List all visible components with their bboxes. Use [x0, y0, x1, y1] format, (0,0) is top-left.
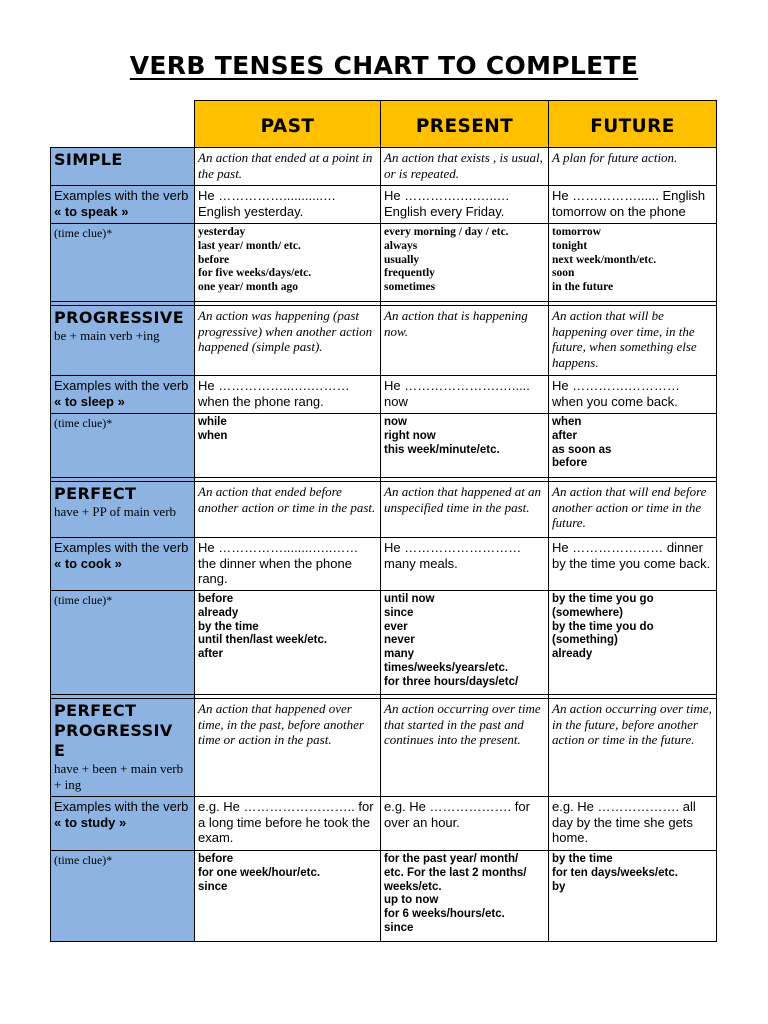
- tense-name-line: PERFECT: [54, 701, 137, 720]
- clue-item: up to now: [384, 894, 439, 907]
- tense-name-perfect-progressive: [54, 701, 191, 761]
- clue-item: when: [552, 416, 582, 428]
- tense-formula-perfect: have + PP of main verb: [54, 504, 177, 519]
- clue-item: since: [384, 606, 414, 619]
- clue-item: by the time you do: [552, 620, 654, 633]
- tense-formula-perfect-progressive: have + been + main verb + ing: [54, 761, 184, 792]
- example-verb: « to study »: [54, 814, 127, 830]
- clue-item: until now: [384, 593, 435, 605]
- perfect-present-example: He ……………………… many meals.: [381, 538, 549, 591]
- progressive-present-definition: An action that is happening now.: [381, 306, 549, 376]
- perfect-progressive-definition-row: [51, 699, 717, 797]
- tense-name-line: E: [54, 741, 66, 760]
- tense-name-progressive: PROGRESSIVE: [54, 308, 185, 327]
- perfect-progressive-present-definition: An action occurring over time that started in the past and continues into the present.: [381, 699, 549, 797]
- header-corner: [51, 101, 195, 148]
- simple-present-definition: An action that exists , is usual, or is repeated.: [381, 148, 549, 186]
- perfect-progressive-example-label: [51, 797, 195, 851]
- example-verb: « to sleep »: [54, 393, 125, 409]
- clue-item: since: [384, 921, 414, 934]
- perfect-label-cell: [51, 482, 195, 538]
- simple-clue-label: (time clue)*: [51, 224, 195, 302]
- perfect-example-row: [51, 538, 717, 591]
- tense-formula-progressive: be + main verb +ing: [54, 328, 160, 343]
- progressive-present-clues: [381, 414, 549, 478]
- clue-item: already: [198, 606, 239, 619]
- perfect-progressive-past-definition: An action that happened over time, in the past, before another time or action in the past.: [195, 699, 381, 797]
- perfect-progressive-past-example: e.g. He …………………….. for a long time before he took the exam.: [195, 797, 381, 851]
- clue-item: sometimes: [384, 281, 436, 294]
- tense-name-simple: SIMPLE: [54, 150, 123, 169]
- progressive-label-cell: [51, 306, 195, 376]
- clue-item: weeks/etc.: [384, 880, 442, 893]
- progressive-past-example: He ……………...….……… when the phone rang.: [195, 376, 381, 414]
- progressive-clue-row: [51, 414, 717, 478]
- clue-item: tonight: [552, 239, 588, 252]
- clue-item: after: [552, 429, 577, 442]
- perfect-present-definition: An action that happened at an unspecified time in the past.: [381, 482, 549, 538]
- perfect-future-example: He ………………… dinner by the time you come back.: [549, 538, 717, 591]
- clue-item: when: [198, 429, 228, 442]
- progressive-example-label: [51, 376, 195, 414]
- page-title: VERB TENSES CHART TO COMPLETE: [129, 51, 639, 80]
- clue-item: for the past year/ month/: [384, 853, 519, 865]
- clue-item: by the time: [552, 853, 613, 865]
- clue-item: frequently: [384, 267, 435, 280]
- perfect-progressive-example-row: [51, 797, 717, 851]
- progressive-past-clues: [195, 414, 381, 478]
- perfect-past-clues: [195, 591, 381, 695]
- clue-item: one year/ month ago: [198, 281, 298, 294]
- clue-item: before: [198, 593, 234, 605]
- verb-tenses-table: [50, 100, 717, 942]
- perfect-progressive-future-clues: [549, 851, 717, 942]
- example-label-text: Examples with the verb: [54, 378, 189, 393]
- clue-item: before: [198, 253, 230, 266]
- clue-item: many: [384, 648, 415, 661]
- clue-item: yesterday: [198, 226, 246, 238]
- perfect-clue-label: (time clue)*: [51, 591, 195, 695]
- clue-item: (something): [552, 634, 618, 647]
- clue-item: next week/month/etc.: [552, 253, 657, 266]
- progressive-definition-row: [51, 306, 717, 376]
- clue-item: for ten days/weeks/etc.: [552, 866, 678, 879]
- clue-item: this week/minute/etc.: [384, 443, 500, 456]
- progressive-future-clues: [549, 414, 717, 478]
- clue-item: tomorrow: [552, 226, 601, 238]
- example-label-text: Examples with the verb: [54, 540, 189, 555]
- perfect-progressive-present-example: e.g. He ………………. for over an hour.: [381, 797, 549, 851]
- clue-item: last year/ month/ etc.: [198, 239, 301, 252]
- perfect-progressive-future-example: e.g. He ………………. all day by the time she gets home.: [549, 797, 717, 851]
- progressive-future-definition: An action that will be happening over time, in the future, when something else happens.: [549, 306, 717, 376]
- perfect-future-definition: An action that will end before another action or time in the future.: [549, 482, 717, 538]
- example-verb: « to speak »: [54, 203, 129, 219]
- simple-future-clues: [549, 224, 717, 302]
- clue-item: always: [384, 239, 418, 252]
- clue-item: for five weeks/days/etc.: [198, 267, 312, 280]
- progressive-example-row: [51, 376, 717, 414]
- clue-item: ever: [384, 620, 408, 633]
- simple-future-example: He ……………...... English tomorrow on the phone: [549, 186, 717, 224]
- clue-item: usually: [384, 253, 420, 266]
- header-past: PAST: [195, 101, 381, 148]
- progressive-clue-label: (time clue)*: [51, 414, 195, 478]
- perfect-past-definition: An action that ended before another action or time in the past.: [195, 482, 381, 538]
- clue-item: never: [384, 634, 415, 647]
- perfect-progressive-clue-label: (time clue)*: [51, 851, 195, 942]
- example-label-text: Examples with the verb: [54, 799, 189, 814]
- simple-past-definition: An action that ended at a point in the past.: [195, 148, 381, 186]
- perfect-progressive-clue-row: [51, 851, 717, 942]
- simple-example-row: [51, 186, 717, 224]
- clue-item: until then/last week/etc.: [198, 634, 328, 647]
- clue-item: after: [198, 648, 223, 661]
- clue-item: etc. For the last 2 months/: [384, 866, 527, 879]
- clue-item: soon: [552, 267, 575, 280]
- simple-present-clues: [381, 224, 549, 302]
- clue-item: now: [384, 416, 407, 428]
- clue-item: by the time you go: [552, 593, 654, 605]
- perfect-clue-row: [51, 591, 717, 695]
- clue-item: for 6 weeks/hours/etc.: [384, 908, 505, 921]
- clue-item: for one week/hour/etc.: [198, 866, 321, 879]
- clue-item: as soon as: [552, 443, 612, 456]
- simple-past-example: He ……………...........… English yesterday.: [195, 186, 381, 224]
- perfect-future-clues: [549, 591, 717, 695]
- simple-example-label: [51, 186, 195, 224]
- perfect-progressive-past-clues: [195, 851, 381, 942]
- tense-name-line: PROGRESSIV: [54, 721, 173, 740]
- simple-present-example: He ………….….…..… English every Friday.: [381, 186, 549, 224]
- example-label-text: Examples with the verb: [54, 188, 189, 203]
- perfect-progressive-label-cell: [51, 699, 195, 797]
- clue-item: times/weeks/years/etc.: [384, 661, 509, 674]
- clue-item: (somewhere): [552, 606, 623, 619]
- progressive-present-example: He ………………….…..... now: [381, 376, 549, 414]
- progressive-future-example: He ………….………… when you come back.: [549, 376, 717, 414]
- perfect-present-clues: [381, 591, 549, 695]
- perfect-progressive-future-definition: An action occurring over time, in the future, before another action or time in the future.: [549, 699, 717, 797]
- clue-item: right now: [384, 429, 436, 442]
- clue-item: while: [198, 416, 227, 428]
- clue-item: already: [552, 648, 593, 661]
- clue-item: by the time: [198, 620, 259, 633]
- perfect-past-example: He ……………........…..…… the dinner when the phone rang.: [195, 538, 381, 591]
- clue-item: for three hours/days/etc/: [384, 675, 519, 688]
- clue-item: in the future: [552, 281, 614, 294]
- simple-label-cell: [51, 148, 195, 186]
- clue-item: before: [552, 457, 588, 470]
- perfect-example-label: [51, 538, 195, 591]
- tense-name-perfect: PERFECT: [54, 484, 137, 503]
- perfect-progressive-present-clues: [381, 851, 549, 942]
- clue-item: every morning / day / etc.: [384, 226, 509, 238]
- progressive-past-definition: An action was happening (past progressive) when another action happened (simple past).: [195, 306, 381, 376]
- clue-item: by: [552, 880, 566, 893]
- header-present: PRESENT: [381, 101, 549, 148]
- simple-definition-row: [51, 148, 717, 186]
- simple-past-clues: [195, 224, 381, 302]
- header-future: FUTURE: [549, 101, 717, 148]
- clue-item: since: [198, 880, 228, 893]
- clue-item: before: [198, 853, 234, 865]
- example-verb: « to cook »: [54, 555, 122, 571]
- simple-clue-row: [51, 224, 717, 302]
- simple-future-definition: A plan for future action.: [549, 148, 717, 186]
- perfect-definition-row: [51, 482, 717, 538]
